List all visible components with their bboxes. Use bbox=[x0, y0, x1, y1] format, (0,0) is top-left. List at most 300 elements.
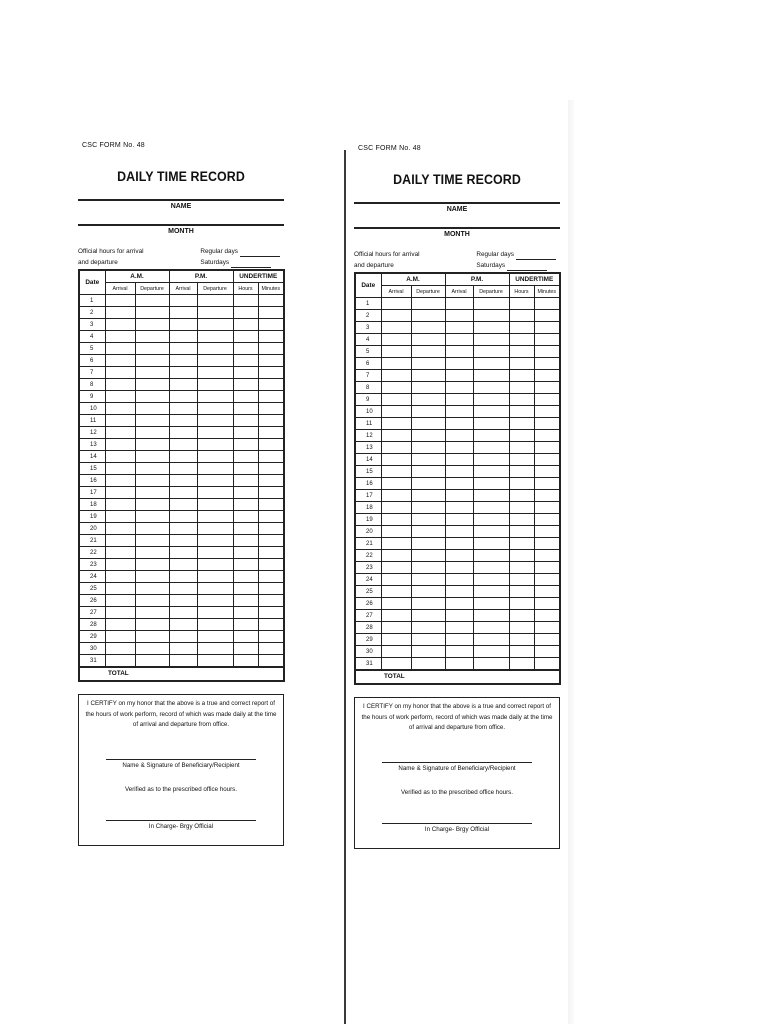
pm-arrival-cell[interactable] bbox=[445, 322, 473, 334]
beneficiary-signature-line[interactable] bbox=[382, 762, 532, 763]
undertime-hours-cell[interactable] bbox=[509, 334, 534, 346]
am-arrival-cell[interactable] bbox=[105, 379, 135, 391]
pm-departure-cell[interactable] bbox=[473, 394, 509, 406]
pm-departure-cell[interactable] bbox=[197, 427, 233, 439]
am-arrival-cell[interactable] bbox=[105, 619, 135, 631]
pm-arrival-cell[interactable] bbox=[445, 406, 473, 418]
pm-departure-cell[interactable] bbox=[197, 535, 233, 547]
am-departure-cell[interactable] bbox=[411, 382, 445, 394]
am-departure-cell[interactable] bbox=[411, 526, 445, 538]
pm-arrival-cell[interactable] bbox=[445, 478, 473, 490]
pm-departure-cell[interactable] bbox=[473, 430, 509, 442]
am-arrival-cell[interactable] bbox=[381, 466, 411, 478]
pm-departure-cell[interactable] bbox=[473, 346, 509, 358]
am-arrival-cell[interactable] bbox=[105, 523, 135, 535]
am-arrival-cell[interactable] bbox=[381, 622, 411, 634]
undertime-hours-cell[interactable] bbox=[233, 607, 258, 619]
undertime-hours-cell[interactable] bbox=[233, 511, 258, 523]
undertime-hours-cell[interactable] bbox=[233, 439, 258, 451]
undertime-minutes-cell[interactable] bbox=[258, 451, 284, 463]
am-arrival-cell[interactable] bbox=[105, 595, 135, 607]
pm-arrival-cell[interactable] bbox=[169, 607, 197, 619]
pm-arrival-cell[interactable] bbox=[169, 427, 197, 439]
undertime-minutes-cell[interactable] bbox=[258, 619, 284, 631]
undertime-hours-cell[interactable] bbox=[509, 442, 534, 454]
am-arrival-cell[interactable] bbox=[381, 310, 411, 322]
am-departure-cell[interactable] bbox=[411, 466, 445, 478]
am-arrival-cell[interactable] bbox=[381, 430, 411, 442]
am-departure-cell[interactable] bbox=[135, 523, 169, 535]
pm-departure-cell[interactable] bbox=[197, 415, 233, 427]
am-departure-cell[interactable] bbox=[411, 550, 445, 562]
pm-departure-cell[interactable] bbox=[197, 559, 233, 571]
undertime-hours-cell[interactable] bbox=[509, 406, 534, 418]
pm-departure-cell[interactable] bbox=[197, 463, 233, 475]
pm-arrival-cell[interactable] bbox=[169, 619, 197, 631]
pm-departure-cell[interactable] bbox=[473, 490, 509, 502]
am-arrival-cell[interactable] bbox=[381, 418, 411, 430]
undertime-minutes-cell[interactable] bbox=[258, 355, 284, 367]
am-departure-cell[interactable] bbox=[411, 586, 445, 598]
undertime-hours-cell[interactable] bbox=[233, 391, 258, 403]
pm-arrival-cell[interactable] bbox=[169, 295, 197, 307]
undertime-hours-cell[interactable] bbox=[509, 562, 534, 574]
undertime-minutes-cell[interactable] bbox=[534, 310, 560, 322]
pm-departure-cell[interactable] bbox=[197, 571, 233, 583]
pm-departure-cell[interactable] bbox=[197, 367, 233, 379]
pm-arrival-cell[interactable] bbox=[169, 595, 197, 607]
am-arrival-cell[interactable] bbox=[381, 502, 411, 514]
pm-arrival-cell[interactable] bbox=[169, 379, 197, 391]
am-arrival-cell[interactable] bbox=[105, 307, 135, 319]
undertime-minutes-cell[interactable] bbox=[258, 379, 284, 391]
undertime-hours-cell[interactable] bbox=[233, 571, 258, 583]
undertime-hours-cell[interactable] bbox=[233, 643, 258, 655]
pm-arrival-cell[interactable] bbox=[169, 511, 197, 523]
am-departure-cell[interactable] bbox=[135, 559, 169, 571]
undertime-minutes-cell[interactable] bbox=[258, 607, 284, 619]
am-departure-cell[interactable] bbox=[411, 346, 445, 358]
undertime-minutes-cell[interactable] bbox=[258, 427, 284, 439]
am-arrival-cell[interactable] bbox=[105, 547, 135, 559]
am-arrival-cell[interactable] bbox=[105, 559, 135, 571]
am-departure-cell[interactable] bbox=[411, 310, 445, 322]
am-departure-cell[interactable] bbox=[135, 643, 169, 655]
am-arrival-cell[interactable] bbox=[381, 658, 411, 671]
am-arrival-cell[interactable] bbox=[105, 511, 135, 523]
pm-arrival-cell[interactable] bbox=[169, 571, 197, 583]
pm-arrival-cell[interactable] bbox=[445, 622, 473, 634]
pm-arrival-cell[interactable] bbox=[445, 538, 473, 550]
am-departure-cell[interactable] bbox=[135, 415, 169, 427]
pm-arrival-cell[interactable] bbox=[169, 559, 197, 571]
am-arrival-cell[interactable] bbox=[381, 394, 411, 406]
am-arrival-cell[interactable] bbox=[105, 451, 135, 463]
official-signature-line[interactable] bbox=[382, 823, 532, 824]
am-arrival-cell[interactable] bbox=[381, 538, 411, 550]
am-arrival-cell[interactable] bbox=[105, 391, 135, 403]
undertime-hours-cell[interactable] bbox=[233, 367, 258, 379]
undertime-hours-cell[interactable] bbox=[509, 646, 534, 658]
pm-departure-cell[interactable] bbox=[473, 322, 509, 334]
am-arrival-cell[interactable] bbox=[105, 355, 135, 367]
am-departure-cell[interactable] bbox=[411, 574, 445, 586]
am-departure-cell[interactable] bbox=[411, 622, 445, 634]
am-departure-cell[interactable] bbox=[411, 442, 445, 454]
am-arrival-cell[interactable] bbox=[381, 454, 411, 466]
pm-departure-cell[interactable] bbox=[473, 502, 509, 514]
undertime-hours-cell[interactable] bbox=[233, 343, 258, 355]
undertime-minutes-cell[interactable] bbox=[258, 487, 284, 499]
undertime-hours-cell[interactable] bbox=[509, 298, 534, 310]
am-departure-cell[interactable] bbox=[135, 295, 169, 307]
am-arrival-cell[interactable] bbox=[105, 475, 135, 487]
pm-departure-cell[interactable] bbox=[473, 454, 509, 466]
pm-departure-cell[interactable] bbox=[473, 370, 509, 382]
am-departure-cell[interactable] bbox=[411, 598, 445, 610]
pm-departure-cell[interactable] bbox=[197, 319, 233, 331]
pm-departure-cell[interactable] bbox=[197, 547, 233, 559]
undertime-hours-cell[interactable] bbox=[509, 634, 534, 646]
pm-departure-cell[interactable] bbox=[197, 631, 233, 643]
undertime-minutes-cell[interactable] bbox=[258, 499, 284, 511]
pm-arrival-cell[interactable] bbox=[445, 298, 473, 310]
undertime-minutes-cell[interactable] bbox=[534, 466, 560, 478]
undertime-minutes-cell[interactable] bbox=[534, 334, 560, 346]
undertime-minutes-cell[interactable] bbox=[258, 643, 284, 655]
pm-arrival-cell[interactable] bbox=[445, 394, 473, 406]
pm-departure-cell[interactable] bbox=[473, 538, 509, 550]
undertime-hours-cell[interactable] bbox=[509, 586, 534, 598]
am-departure-cell[interactable] bbox=[411, 394, 445, 406]
undertime-minutes-cell[interactable] bbox=[534, 418, 560, 430]
am-departure-cell[interactable] bbox=[135, 367, 169, 379]
am-departure-cell[interactable] bbox=[135, 427, 169, 439]
pm-departure-cell[interactable] bbox=[197, 307, 233, 319]
undertime-minutes-cell[interactable] bbox=[534, 394, 560, 406]
am-departure-cell[interactable] bbox=[135, 379, 169, 391]
undertime-hours-cell[interactable] bbox=[233, 295, 258, 307]
undertime-minutes-cell[interactable] bbox=[534, 358, 560, 370]
pm-arrival-cell[interactable] bbox=[445, 610, 473, 622]
am-arrival-cell[interactable] bbox=[105, 631, 135, 643]
undertime-hours-cell[interactable] bbox=[233, 319, 258, 331]
undertime-minutes-cell[interactable] bbox=[534, 298, 560, 310]
am-departure-cell[interactable] bbox=[135, 595, 169, 607]
undertime-hours-cell[interactable] bbox=[509, 514, 534, 526]
am-departure-cell[interactable] bbox=[135, 655, 169, 668]
pm-departure-cell[interactable] bbox=[473, 478, 509, 490]
pm-arrival-cell[interactable] bbox=[169, 415, 197, 427]
am-arrival-cell[interactable] bbox=[381, 646, 411, 658]
name-line[interactable] bbox=[78, 199, 284, 201]
am-arrival-cell[interactable] bbox=[105, 571, 135, 583]
pm-arrival-cell[interactable] bbox=[169, 367, 197, 379]
pm-departure-cell[interactable] bbox=[197, 391, 233, 403]
undertime-hours-cell[interactable] bbox=[233, 355, 258, 367]
am-departure-cell[interactable] bbox=[411, 514, 445, 526]
undertime-hours-cell[interactable] bbox=[509, 478, 534, 490]
am-arrival-cell[interactable] bbox=[381, 346, 411, 358]
pm-arrival-cell[interactable] bbox=[445, 442, 473, 454]
pm-arrival-cell[interactable] bbox=[445, 586, 473, 598]
undertime-hours-cell[interactable] bbox=[509, 598, 534, 610]
pm-arrival-cell[interactable] bbox=[169, 439, 197, 451]
am-departure-cell[interactable] bbox=[411, 334, 445, 346]
pm-arrival-cell[interactable] bbox=[169, 475, 197, 487]
undertime-minutes-cell[interactable] bbox=[534, 346, 560, 358]
undertime-minutes-cell[interactable] bbox=[258, 655, 284, 668]
am-arrival-cell[interactable] bbox=[105, 643, 135, 655]
pm-departure-cell[interactable] bbox=[197, 511, 233, 523]
undertime-hours-cell[interactable] bbox=[509, 382, 534, 394]
undertime-hours-cell[interactable] bbox=[233, 427, 258, 439]
pm-arrival-cell[interactable] bbox=[445, 598, 473, 610]
pm-arrival-cell[interactable] bbox=[169, 355, 197, 367]
pm-arrival-cell[interactable] bbox=[169, 451, 197, 463]
pm-departure-cell[interactable] bbox=[473, 382, 509, 394]
pm-arrival-cell[interactable] bbox=[169, 643, 197, 655]
am-arrival-cell[interactable] bbox=[381, 490, 411, 502]
official-signature-line[interactable] bbox=[106, 820, 256, 821]
undertime-hours-cell[interactable] bbox=[509, 550, 534, 562]
pm-departure-cell[interactable] bbox=[473, 526, 509, 538]
am-departure-cell[interactable] bbox=[135, 583, 169, 595]
undertime-minutes-cell[interactable] bbox=[258, 571, 284, 583]
undertime-minutes-cell[interactable] bbox=[258, 319, 284, 331]
undertime-minutes-cell[interactable] bbox=[534, 598, 560, 610]
undertime-hours-cell[interactable] bbox=[509, 454, 534, 466]
pm-arrival-cell[interactable] bbox=[445, 358, 473, 370]
am-arrival-cell[interactable] bbox=[105, 439, 135, 451]
undertime-hours-cell[interactable] bbox=[509, 622, 534, 634]
undertime-minutes-cell[interactable] bbox=[258, 307, 284, 319]
month-line[interactable] bbox=[354, 227, 560, 229]
am-departure-cell[interactable] bbox=[135, 343, 169, 355]
pm-departure-cell[interactable] bbox=[473, 658, 509, 671]
undertime-minutes-cell[interactable] bbox=[258, 511, 284, 523]
pm-departure-cell[interactable] bbox=[197, 331, 233, 343]
am-departure-cell[interactable] bbox=[135, 463, 169, 475]
undertime-hours-cell[interactable] bbox=[509, 466, 534, 478]
am-arrival-cell[interactable] bbox=[381, 586, 411, 598]
pm-departure-cell[interactable] bbox=[197, 475, 233, 487]
pm-arrival-cell[interactable] bbox=[169, 391, 197, 403]
pm-arrival-cell[interactable] bbox=[169, 535, 197, 547]
am-departure-cell[interactable] bbox=[135, 619, 169, 631]
undertime-minutes-cell[interactable] bbox=[258, 343, 284, 355]
pm-departure-cell[interactable] bbox=[473, 298, 509, 310]
undertime-hours-cell[interactable] bbox=[509, 370, 534, 382]
am-arrival-cell[interactable] bbox=[381, 526, 411, 538]
pm-departure-cell[interactable] bbox=[197, 295, 233, 307]
undertime-hours-cell[interactable] bbox=[509, 502, 534, 514]
am-arrival-cell[interactable] bbox=[105, 343, 135, 355]
undertime-hours-cell[interactable] bbox=[509, 574, 534, 586]
undertime-hours-cell[interactable] bbox=[509, 610, 534, 622]
undertime-hours-cell[interactable] bbox=[509, 358, 534, 370]
am-departure-cell[interactable] bbox=[135, 403, 169, 415]
pm-departure-cell[interactable] bbox=[197, 355, 233, 367]
am-arrival-cell[interactable] bbox=[105, 415, 135, 427]
undertime-minutes-cell[interactable] bbox=[534, 574, 560, 586]
am-arrival-cell[interactable] bbox=[381, 322, 411, 334]
undertime-minutes-cell[interactable] bbox=[258, 583, 284, 595]
pm-arrival-cell[interactable] bbox=[445, 430, 473, 442]
am-departure-cell[interactable] bbox=[411, 538, 445, 550]
am-departure-cell[interactable] bbox=[135, 475, 169, 487]
am-departure-cell[interactable] bbox=[135, 547, 169, 559]
am-arrival-cell[interactable] bbox=[381, 562, 411, 574]
undertime-hours-cell[interactable] bbox=[233, 487, 258, 499]
undertime-hours-cell[interactable] bbox=[509, 346, 534, 358]
am-arrival-cell[interactable] bbox=[381, 598, 411, 610]
pm-arrival-cell[interactable] bbox=[445, 634, 473, 646]
pm-arrival-cell[interactable] bbox=[169, 655, 197, 668]
am-arrival-cell[interactable] bbox=[381, 610, 411, 622]
am-departure-cell[interactable] bbox=[135, 511, 169, 523]
undertime-hours-cell[interactable] bbox=[233, 547, 258, 559]
am-arrival-cell[interactable] bbox=[105, 331, 135, 343]
am-arrival-cell[interactable] bbox=[381, 298, 411, 310]
undertime-minutes-cell[interactable] bbox=[534, 442, 560, 454]
undertime-hours-cell[interactable] bbox=[233, 523, 258, 535]
pm-departure-cell[interactable] bbox=[197, 499, 233, 511]
am-departure-cell[interactable] bbox=[411, 610, 445, 622]
undertime-hours-cell[interactable] bbox=[233, 379, 258, 391]
undertime-minutes-cell[interactable] bbox=[534, 382, 560, 394]
pm-arrival-cell[interactable] bbox=[445, 514, 473, 526]
undertime-hours-cell[interactable] bbox=[509, 394, 534, 406]
undertime-minutes-cell[interactable] bbox=[258, 475, 284, 487]
undertime-minutes-cell[interactable] bbox=[534, 514, 560, 526]
undertime-minutes-cell[interactable] bbox=[534, 646, 560, 658]
pm-departure-cell[interactable] bbox=[473, 598, 509, 610]
pm-departure-cell[interactable] bbox=[473, 358, 509, 370]
am-departure-cell[interactable] bbox=[411, 298, 445, 310]
am-departure-cell[interactable] bbox=[411, 322, 445, 334]
undertime-hours-cell[interactable] bbox=[233, 499, 258, 511]
undertime-hours-cell[interactable] bbox=[233, 619, 258, 631]
am-arrival-cell[interactable] bbox=[105, 319, 135, 331]
undertime-hours-cell[interactable] bbox=[233, 535, 258, 547]
undertime-minutes-cell[interactable] bbox=[534, 538, 560, 550]
undertime-minutes-cell[interactable] bbox=[258, 523, 284, 535]
pm-departure-cell[interactable] bbox=[473, 646, 509, 658]
undertime-minutes-cell[interactable] bbox=[258, 595, 284, 607]
undertime-minutes-cell[interactable] bbox=[258, 631, 284, 643]
pm-departure-cell[interactable] bbox=[197, 439, 233, 451]
undertime-minutes-cell[interactable] bbox=[534, 406, 560, 418]
pm-arrival-cell[interactable] bbox=[169, 547, 197, 559]
am-departure-cell[interactable] bbox=[135, 535, 169, 547]
am-arrival-cell[interactable] bbox=[105, 499, 135, 511]
regular-days-field[interactable] bbox=[240, 249, 280, 257]
pm-arrival-cell[interactable] bbox=[169, 331, 197, 343]
am-arrival-cell[interactable] bbox=[105, 367, 135, 379]
undertime-minutes-cell[interactable] bbox=[534, 322, 560, 334]
undertime-minutes-cell[interactable] bbox=[534, 430, 560, 442]
am-arrival-cell[interactable] bbox=[105, 583, 135, 595]
pm-departure-cell[interactable] bbox=[197, 523, 233, 535]
undertime-minutes-cell[interactable] bbox=[258, 439, 284, 451]
pm-departure-cell[interactable] bbox=[473, 574, 509, 586]
undertime-minutes-cell[interactable] bbox=[534, 634, 560, 646]
undertime-hours-cell[interactable] bbox=[233, 631, 258, 643]
am-departure-cell[interactable] bbox=[135, 391, 169, 403]
pm-departure-cell[interactable] bbox=[197, 643, 233, 655]
am-departure-cell[interactable] bbox=[135, 319, 169, 331]
am-departure-cell[interactable] bbox=[411, 406, 445, 418]
saturdays-field[interactable] bbox=[507, 263, 547, 271]
undertime-minutes-cell[interactable] bbox=[258, 403, 284, 415]
am-arrival-cell[interactable] bbox=[105, 607, 135, 619]
undertime-minutes-cell[interactable] bbox=[534, 502, 560, 514]
pm-departure-cell[interactable] bbox=[197, 451, 233, 463]
pm-departure-cell[interactable] bbox=[473, 334, 509, 346]
pm-arrival-cell[interactable] bbox=[445, 454, 473, 466]
undertime-minutes-cell[interactable] bbox=[534, 622, 560, 634]
pm-departure-cell[interactable] bbox=[197, 583, 233, 595]
am-departure-cell[interactable] bbox=[411, 430, 445, 442]
am-arrival-cell[interactable] bbox=[105, 295, 135, 307]
undertime-minutes-cell[interactable] bbox=[258, 391, 284, 403]
pm-departure-cell[interactable] bbox=[197, 607, 233, 619]
am-departure-cell[interactable] bbox=[411, 562, 445, 574]
am-arrival-cell[interactable] bbox=[381, 334, 411, 346]
pm-departure-cell[interactable] bbox=[473, 634, 509, 646]
undertime-hours-cell[interactable] bbox=[233, 331, 258, 343]
pm-departure-cell[interactable] bbox=[473, 418, 509, 430]
undertime-hours-cell[interactable] bbox=[509, 526, 534, 538]
undertime-hours-cell[interactable] bbox=[233, 595, 258, 607]
am-departure-cell[interactable] bbox=[135, 451, 169, 463]
pm-arrival-cell[interactable] bbox=[445, 310, 473, 322]
am-departure-cell[interactable] bbox=[411, 634, 445, 646]
am-arrival-cell[interactable] bbox=[105, 655, 135, 668]
pm-departure-cell[interactable] bbox=[473, 310, 509, 322]
am-departure-cell[interactable] bbox=[135, 331, 169, 343]
pm-departure-cell[interactable] bbox=[473, 610, 509, 622]
am-arrival-cell[interactable] bbox=[381, 514, 411, 526]
pm-departure-cell[interactable] bbox=[473, 442, 509, 454]
pm-departure-cell[interactable] bbox=[197, 595, 233, 607]
pm-arrival-cell[interactable] bbox=[445, 418, 473, 430]
pm-arrival-cell[interactable] bbox=[445, 334, 473, 346]
am-arrival-cell[interactable] bbox=[381, 370, 411, 382]
pm-departure-cell[interactable] bbox=[197, 379, 233, 391]
undertime-minutes-cell[interactable] bbox=[258, 367, 284, 379]
pm-departure-cell[interactable] bbox=[197, 343, 233, 355]
am-arrival-cell[interactable] bbox=[105, 403, 135, 415]
am-arrival-cell[interactable] bbox=[105, 487, 135, 499]
am-arrival-cell[interactable] bbox=[381, 358, 411, 370]
pm-arrival-cell[interactable] bbox=[445, 562, 473, 574]
am-arrival-cell[interactable] bbox=[381, 574, 411, 586]
pm-departure-cell[interactable] bbox=[473, 550, 509, 562]
am-arrival-cell[interactable] bbox=[381, 406, 411, 418]
undertime-minutes-cell[interactable] bbox=[534, 658, 560, 671]
pm-arrival-cell[interactable] bbox=[169, 307, 197, 319]
undertime-minutes-cell[interactable] bbox=[258, 295, 284, 307]
am-arrival-cell[interactable] bbox=[381, 634, 411, 646]
am-departure-cell[interactable] bbox=[135, 307, 169, 319]
undertime-hours-cell[interactable] bbox=[233, 463, 258, 475]
undertime-minutes-cell[interactable] bbox=[258, 415, 284, 427]
am-departure-cell[interactable] bbox=[411, 478, 445, 490]
name-line[interactable] bbox=[354, 202, 560, 204]
pm-arrival-cell[interactable] bbox=[445, 382, 473, 394]
